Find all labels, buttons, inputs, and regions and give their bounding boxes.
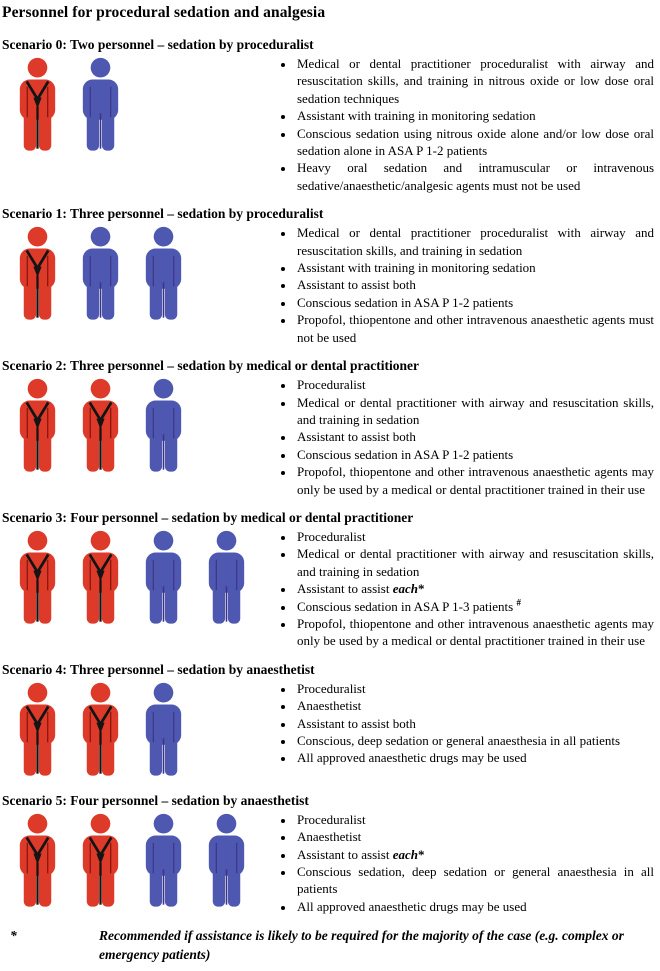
bullet-item <box>295 428 654 445</box>
bullet-text: Assistant to assist both <box>297 277 416 293</box>
scenario-bullets <box>258 811 656 915</box>
bullet-text: Assistant to assist <box>297 846 393 862</box>
personnel-figures <box>2 811 258 912</box>
bullet-text: Assistant to assist both <box>297 715 416 731</box>
person-blue-icon <box>73 226 128 321</box>
scenario-block <box>2 510 656 650</box>
page-title: Personnel for procedural sedation and analgesia <box>2 4 326 21</box>
bullet-item <box>295 680 654 697</box>
bullet-text: Conscious sedation in ASA P 1-2 patients <box>297 294 514 310</box>
person-blue-icon <box>136 530 191 625</box>
scenario-block <box>2 793 656 915</box>
bullet-text: Conscious, deep sedation or general anaesthesia in all patients <box>297 733 621 748</box>
person-red-icon <box>10 378 65 473</box>
person-red-icon <box>73 378 128 473</box>
bullet-text: Conscious sedation using nitrous oxide alone and/or low dose oral sedation alone in ASA P 1-2 patients <box>297 125 654 159</box>
bullet-item <box>295 715 654 732</box>
scenario-heading: Scenario 1: Three personnel – sedation by proceduralist <box>2 206 324 222</box>
bullet-item <box>295 107 654 124</box>
bullet-text: Proceduralist <box>297 528 366 544</box>
scenario-bullets <box>258 680 656 767</box>
bullet-item <box>295 580 654 597</box>
bullet-text: Conscious sedation, deep sedation or general anaesthesia in all patients <box>297 864 654 897</box>
bullet-text: each <box>392 846 418 862</box>
bullet-item <box>295 55 654 107</box>
bullet-text: Medical or dental practitioner with airway and resuscitation skills, and training in sedation <box>297 394 654 427</box>
person-red-icon <box>73 682 128 777</box>
bullet-item <box>295 615 654 650</box>
bullet-text: Medical or dental practitioner proceduralist with airway and resuscitation skills, and training in sedation <box>297 225 654 258</box>
scenario-body <box>2 376 656 498</box>
scenario-body <box>2 811 656 915</box>
bullet-text: Conscious sedation in ASA P 1-2 patients <box>297 446 514 462</box>
bullet-text: * <box>418 846 425 862</box>
bullet-item <box>295 463 654 498</box>
personnel-figures <box>2 224 258 325</box>
scenario-bullets <box>258 528 656 650</box>
personnel-figures <box>2 376 258 477</box>
person-blue-icon <box>199 813 254 908</box>
scenario-heading: Scenario 5: Four personnel – sedation by anaesthetist <box>2 792 309 808</box>
bullet-text: Assistant with training in monitoring sedation <box>297 108 536 124</box>
bullet-item <box>295 446 654 463</box>
bullet-text: Proceduralist <box>297 377 366 393</box>
scenario-heading: Scenario 2: Three personnel – sedation by medical or dental practitioner <box>2 358 419 374</box>
person-blue-icon <box>136 813 191 908</box>
bullet-item <box>295 732 654 749</box>
footnote-text: Recommended if assistance is likely to be required for the majority of the case (e.g. complex or emergency patients) <box>99 928 624 962</box>
bullet-text: Conscious sedation in ASA P 1-3 patients <box>297 598 517 614</box>
bullet-text: All approved anaesthetic drugs may be used <box>297 750 527 766</box>
scenario-bullets <box>258 224 656 346</box>
bullet-item <box>295 294 654 311</box>
bullet-item <box>295 394 654 429</box>
bullet-text: Assistant to assist <box>297 581 393 597</box>
bullet-item <box>295 125 654 160</box>
bullet-text: All approved anaesthetic drugs may be used <box>297 898 527 914</box>
bullet-text: Proceduralist <box>297 680 366 696</box>
scenario-bullets <box>258 55 656 194</box>
scenario-block <box>2 37 656 194</box>
bullet-item <box>295 528 654 545</box>
person-blue-icon <box>136 226 191 321</box>
bullet-text: Assistant with training in monitoring sedation <box>297 260 536 276</box>
bullet-text: Propofol, thiopentone and other intravenous anaesthetic agents may only be used by a medical or dental practitioner trained in their use <box>297 464 654 497</box>
scenario-bullets <box>258 376 656 498</box>
personnel-figures <box>2 55 258 156</box>
scenario-block <box>2 358 656 498</box>
personnel-figures <box>2 680 258 781</box>
bullet-item <box>295 376 654 393</box>
person-blue-icon <box>73 57 128 152</box>
bullet-item <box>295 811 654 828</box>
bullet-item <box>295 159 654 194</box>
person-red-icon <box>10 813 65 908</box>
bullet-text: Anaesthetist <box>297 698 362 714</box>
bullet-item <box>295 898 654 915</box>
person-red-icon <box>73 813 128 908</box>
person-blue-icon <box>136 378 191 473</box>
footnote <box>2 927 656 964</box>
scenario-block <box>2 206 656 346</box>
bullet-text: # <box>516 597 521 608</box>
scenario-heading: Scenario 3: Four personnel – sedation by medical or dental practitioner <box>2 509 414 525</box>
bullet-text: Assistant to assist both <box>297 429 416 445</box>
scenario-body <box>2 680 656 781</box>
person-blue-icon <box>199 530 254 625</box>
scenario-body <box>2 224 656 346</box>
bullet-text: each <box>392 581 418 597</box>
bullet-item <box>295 545 654 580</box>
scenario-heading: Scenario 4: Three personnel – sedation by anaesthetist <box>2 661 315 677</box>
bullet-text: Medical or dental practitioner with airway and resuscitation skills, and training in sedation <box>297 546 654 579</box>
bullet-text: Propofol, thiopentone and other intravenous anaesthetic agents must not be used <box>297 312 654 345</box>
bullet-text: Heavy oral sedation and intramuscular or intravenous sedative/anaesthetic/analgesic agents must not be used <box>297 160 654 193</box>
scenario-body <box>2 55 656 194</box>
bullet-text: Propofol, thiopentone and other intravenous anaesthetic agents may only be used by a medical or dental practitioner trained in their use <box>297 615 654 649</box>
scenario-body <box>2 528 656 650</box>
bullet-text: Proceduralist <box>297 811 366 827</box>
person-blue-icon <box>136 682 191 777</box>
bullet-item <box>295 697 654 714</box>
person-red-icon <box>10 57 65 152</box>
bullet-item <box>295 828 654 845</box>
person-red-icon <box>10 682 65 777</box>
footnote-asterisk: * <box>10 928 17 944</box>
bullet-text: Anaesthetist <box>297 829 362 845</box>
bullet-item <box>295 311 654 346</box>
scenario-heading: Scenario 0: Two personnel – sedation by proceduralist <box>2 37 314 52</box>
personnel-figures <box>2 528 258 629</box>
scenario-list <box>2 37 656 915</box>
bullet-text: Medical or dental practitioner proceduralist with airway and resuscitation skills, and training in nitrous oxide or low dose oral sedation techniques <box>297 56 654 106</box>
bullet-item <box>295 598 654 615</box>
scenario-block <box>2 662 656 781</box>
person-red-icon <box>10 226 65 321</box>
bullet-item <box>295 259 654 276</box>
person-red-icon <box>10 530 65 625</box>
bullet-item <box>295 846 654 863</box>
bullet-item <box>295 863 654 898</box>
person-red-icon <box>73 530 128 625</box>
bullet-item <box>295 224 654 259</box>
bullet-item <box>295 749 654 766</box>
bullet-text: * <box>418 581 425 597</box>
bullet-item <box>295 276 654 293</box>
